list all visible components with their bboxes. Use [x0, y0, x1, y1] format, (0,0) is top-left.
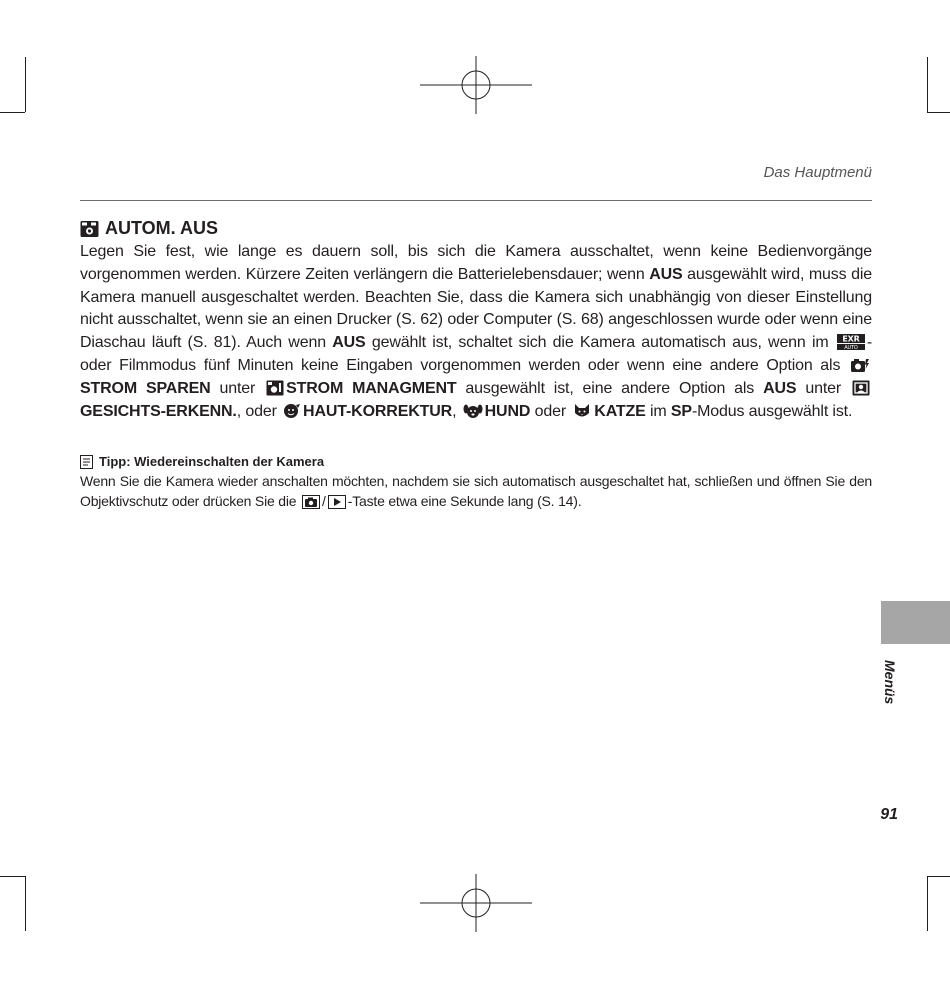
- skin-correction-icon: [283, 403, 301, 419]
- body-text: - oder Filmmodus fünf Minuten keine Eingaben vorgenommen werden oder wenn eine andere Option als: [80, 334, 872, 374]
- body-text: im: [645, 402, 671, 420]
- tip-text: -Taste etwa eine Sekunde lang (S. 14).: [347, 493, 582, 509]
- option-haut-korrektur: HAUT-KORREKTUR: [303, 402, 453, 420]
- body-text: gewählt ist, schaltet sich die Kamera automatisch aus, wenn im: [365, 334, 835, 352]
- option-strom-managment: STROM MANAGMENT: [286, 379, 457, 397]
- power-save-icon: [850, 357, 870, 373]
- setup-camera-icon: [80, 220, 99, 238]
- body-text: Legen Sie fest, wie lange es dauern soll, bis sich die Kamera ausschaltet, wenn keine Bedienvorgänge vorgenommen werden. Kürzere Zeiten verlängern die Batterielebensdauer; wenn: [80, 243, 872, 283]
- body-text: ausgewählt ist, eine andere Option als: [456, 379, 764, 397]
- page-header-title: Das Hauptmenü: [763, 164, 872, 181]
- crop-mark: [25, 57, 26, 112]
- option-katze: KATZE: [594, 402, 646, 420]
- section-title: AUTOM. AUS: [105, 218, 219, 238]
- autom-aus-section: [80, 218, 872, 423]
- header-divider: [80, 200, 872, 201]
- body-text: unter: [796, 379, 850, 397]
- body-text: oder: [530, 402, 571, 420]
- option-aus: AUS: [332, 334, 366, 352]
- section-body: [80, 241, 872, 423]
- tip-text: /: [322, 493, 326, 509]
- option-gesichts-erkenn: GESICHTS-ERKENN.: [80, 402, 237, 420]
- svg-text:EXR: EXR: [842, 334, 860, 344]
- camera-button-icon: [302, 495, 320, 509]
- option-hund: HUND: [484, 402, 531, 420]
- svg-text:AUTO: AUTO: [844, 345, 858, 351]
- option-aus: AUS: [649, 265, 683, 283]
- tip-heading: [80, 454, 872, 469]
- option-strom-sparen: STROM SPAREN: [80, 379, 211, 397]
- face-detection-icon: [852, 380, 870, 396]
- body-text: ,: [452, 402, 461, 420]
- section-heading: [80, 218, 872, 239]
- tip-body: [80, 471, 872, 511]
- crop-mark: [927, 112, 950, 113]
- body-text: , oder: [236, 402, 282, 420]
- crop-mark: [25, 876, 26, 931]
- cat-icon: [572, 403, 592, 419]
- registration-mark-top: [420, 56, 532, 114]
- crop-mark: [0, 876, 25, 877]
- tip-text: Wenn Sie die Kamera wieder anschalten möchten, nachdem sie sich automatisch ausgeschaltet hat, schließen und öffnen Sie den Objektivschutz oder drücken Sie die: [80, 473, 872, 509]
- option-aus: AUS: [763, 379, 797, 397]
- dog-icon: [463, 403, 483, 419]
- crop-mark: [927, 876, 950, 877]
- crop-mark: [0, 112, 25, 113]
- body-text: -Modus ausgewählt ist.: [691, 402, 853, 420]
- chapter-tab: [881, 601, 950, 644]
- body-text: ausgewählt wird, muss die Kamera manuell ausgeschaltet werden. Beachten Sie, dass die Kamera sich unabhängig von dieser Einstellung nicht ausschaltet, wenn sie an einen Drucker (S. 62) oder Computer (S. 68) angeschlossen wurde oder wenn eine Diaschau läuft (S. 81). Auch wenn: [80, 265, 872, 352]
- crop-mark: [927, 57, 928, 112]
- chapter-label: Menüs: [882, 659, 898, 705]
- tip-box: [80, 454, 872, 511]
- mode-sp: SP: [670, 402, 692, 420]
- tip-note-icon: [80, 455, 93, 469]
- page-number: 91: [880, 806, 898, 823]
- power-management-icon: [266, 380, 284, 396]
- crop-mark: [927, 876, 928, 931]
- playback-button-icon: [328, 495, 346, 509]
- tip-title: Tipp: Wiedereinschalten der Kamera: [99, 454, 325, 469]
- registration-mark-bottom: [420, 874, 532, 932]
- body-text: unter: [210, 379, 265, 397]
- exr-auto-icon: [837, 334, 865, 350]
